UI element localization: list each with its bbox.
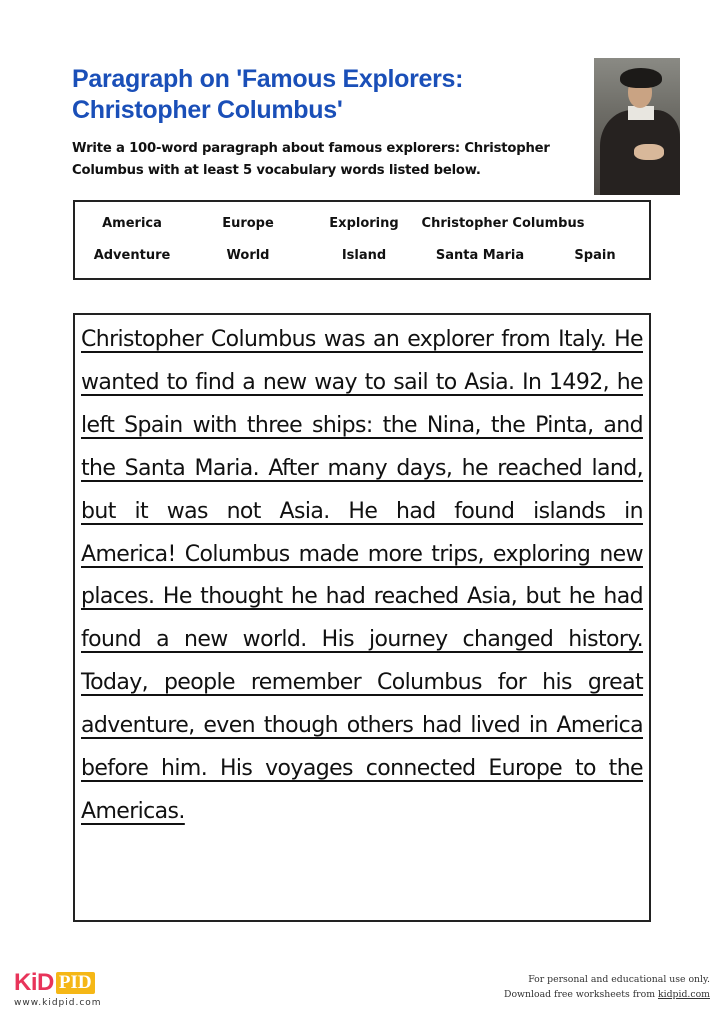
vocab-word: Spain (574, 248, 616, 263)
portrait-hand (634, 144, 664, 160)
kidpid-link[interactable]: kidpid.com (657, 989, 710, 1000)
vocab-word: Exploring (329, 216, 399, 231)
logo-url: www.kidpid.com (14, 998, 102, 1008)
paragraph-box (73, 313, 651, 922)
vocabulary-box (73, 200, 651, 280)
logo-pid-text: PID (56, 972, 95, 994)
footer-note-prefix: Download free worksheets from (504, 989, 658, 1000)
title-line-1: Paragraph on 'Famous Explorers: (72, 65, 464, 93)
footer-note-line-2 (504, 987, 710, 1002)
vocab-word: Island (341, 248, 387, 263)
logo-kid-text: KiD (14, 969, 54, 996)
vocab-word: Santa Maria (435, 248, 525, 263)
paragraph-text: Christopher Columbus was an explorer from Italy. He wanted to find a new way to sail to Asia. In 1492, he left Spain with three ships: the Nina, the Pinta, and the Santa Maria. After many days, he reached land, but it was not Asia. He had found islands in America! Columbus made more trips, exploring new places. He thought he had reached Asia, but he had found a new world. His journey changed history. Today, people remember Columbus for his great adventure, even though others had lived in America before him. His voyages connected Europe to the Americas. (81, 327, 643, 824)
portrait-collar (628, 106, 654, 120)
instructions-line-1: Write a 100-word paragraph about famous explorers: Christopher (72, 141, 550, 156)
columbus-portrait-image (594, 58, 680, 195)
footer-note (504, 972, 710, 1002)
portrait-hat (620, 68, 662, 88)
vocab-word: Christopher Columbus (421, 216, 585, 231)
title-line-2: Christopher Columbus' (72, 96, 343, 124)
instructions (72, 138, 602, 182)
vocab-word: America (102, 216, 162, 231)
kidpid-logo (14, 970, 95, 996)
vocab-word: Europe (222, 216, 274, 231)
instructions-line-2: Columbus with at least 5 vocabulary words listed below. (72, 163, 481, 178)
footer-note-line-1: For personal and educational use only. (528, 974, 710, 985)
page-title (72, 64, 592, 126)
vocab-word: World (226, 248, 270, 263)
vocab-word: Adventure (93, 248, 171, 263)
